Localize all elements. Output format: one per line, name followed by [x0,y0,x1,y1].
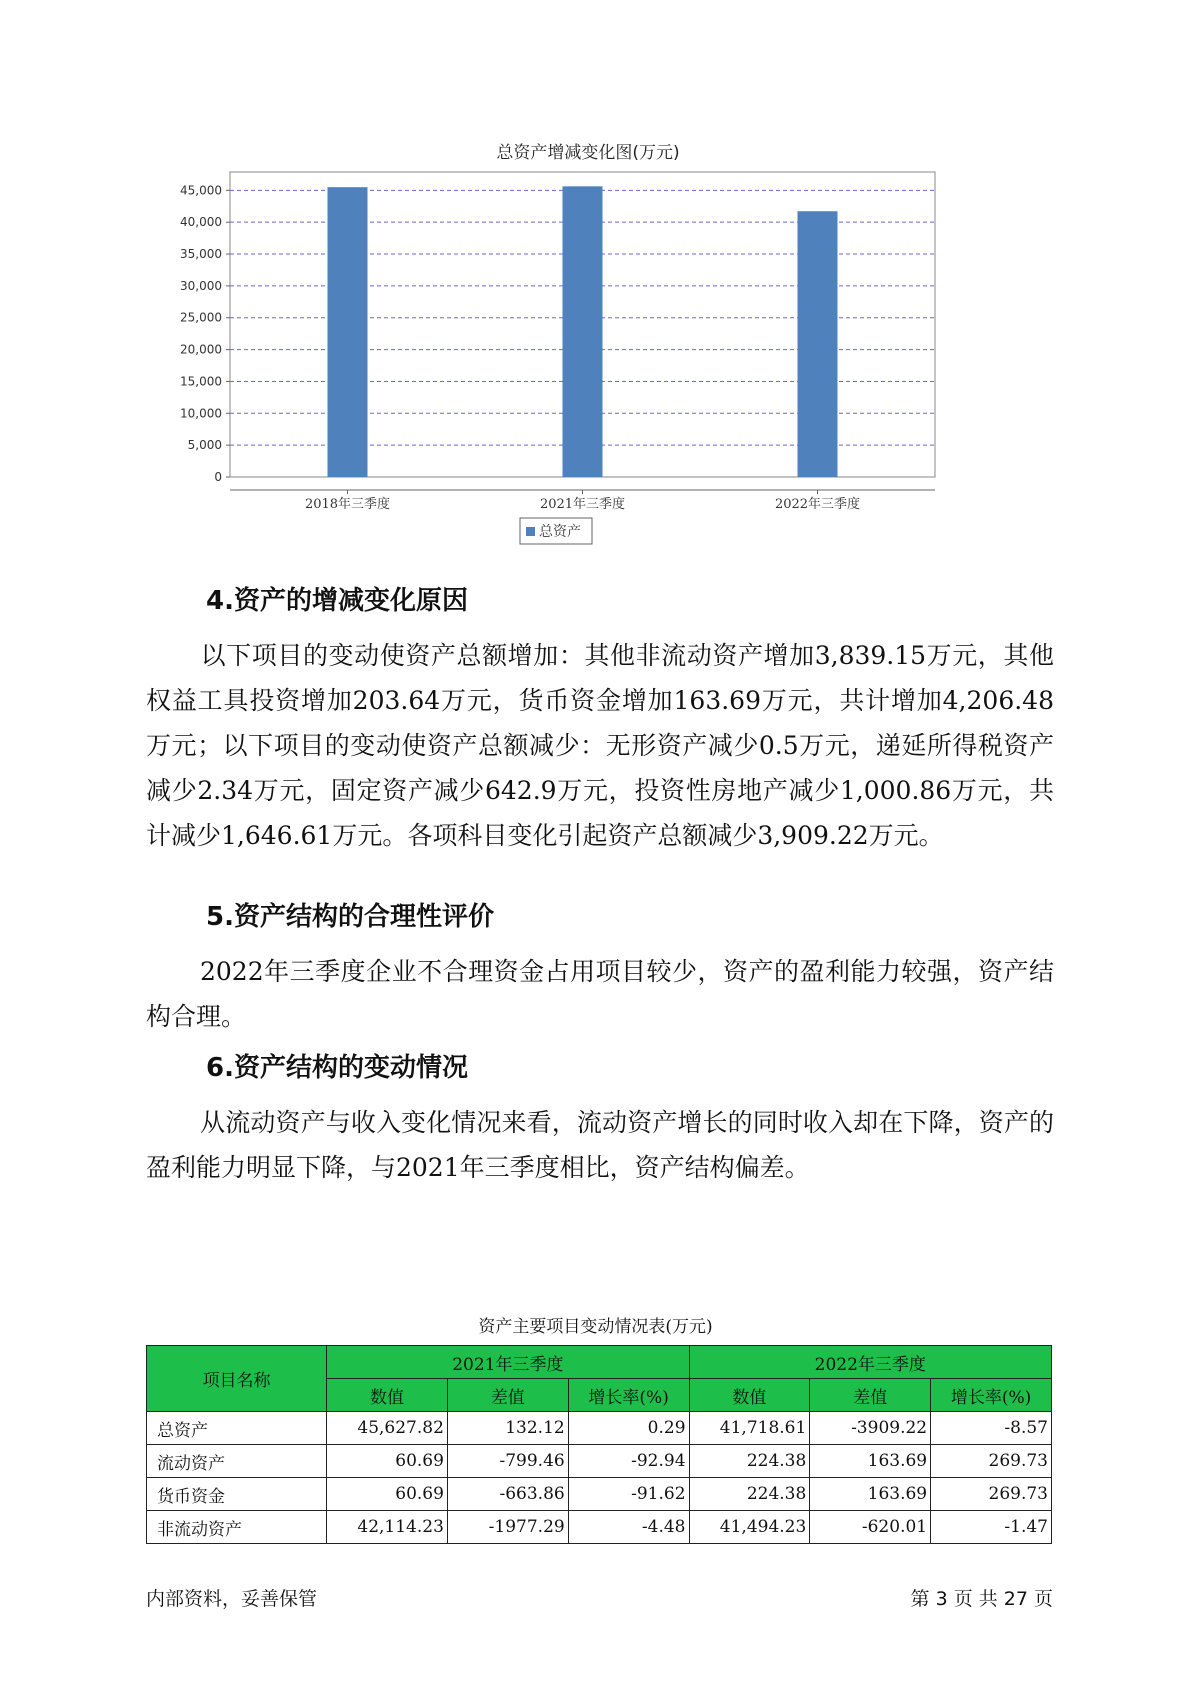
table-row [147,1412,1052,1445]
table-cell: -1.47 [931,1511,1052,1544]
bar-2018年三季度 [328,187,368,477]
asset-change-table [146,1345,1052,1544]
y-tick-label: 10,000 [180,406,222,421]
table-cell: 41,494.23 [689,1511,810,1544]
table-cell: 163.69 [810,1478,931,1511]
chart-title: 总资产增减变化图(万元) [496,143,680,163]
table-cell: -4.48 [568,1511,689,1544]
y-tick-label: 35,000 [180,247,222,262]
x-tick-label: 2018年三季度 [304,497,391,512]
table-cell: 269.73 [931,1478,1052,1511]
table-cell: -3909.22 [810,1412,931,1445]
chart-legend [520,518,592,544]
table-cell: -92.94 [568,1445,689,1478]
table-cell: -91.62 [568,1478,689,1511]
table-cell: 132.12 [447,1412,568,1445]
row-name: 总资产 [147,1412,327,1445]
table-cell: 0.29 [568,1412,689,1445]
section-heading-5: 5.资产结构的合理性评价 [206,902,494,932]
table-cell: 42,114.23 [327,1511,448,1544]
table-cell: 45,627.82 [327,1412,448,1445]
table-cell: 163.69 [810,1445,931,1478]
y-tick-label: 40,000 [180,215,222,230]
sub-header-diff: 差值 [447,1379,568,1412]
sub-header-value: 数值 [689,1379,810,1412]
section-6-paragraph: 从流动资产与收入变化情况来看，流动资产增长的同时收入却在下降，资产的盈利能力明显下降，与2021年三季度相比，资产结构偏差。 [146,1108,1054,1182]
section-4-paragraph: 以下项目的变动使资产总额增加：其他非流动资产增加3,839.15万元，其他权益工具投资增加203.64万元，货币资金增加163.69万元，共计增加4,206.48万元；以下项目的变动使资产总额减少：无形资产减少0.5万元，递延所得税资产减少2.34万元，固定资产减少642.9万元，投资性房地产减少1,000.86万元，共计减少1,646.61万元。各项科目变化引起资产总额减少3,909.22万元。 [146,641,1054,850]
legend-label: 总资产 [539,524,581,540]
total-assets-bar-chart [150,140,1040,550]
table-cell: -8.57 [931,1412,1052,1445]
table-cell: 60.69 [327,1445,448,1478]
period-header-2021: 2021年三季度 [327,1346,689,1379]
sub-header-diff: 差值 [810,1379,931,1412]
item-name-header: 项目名称 [147,1346,327,1412]
y-tick-label: 5,000 [187,438,222,453]
table-cell: -620.01 [810,1511,931,1544]
y-tick-label: 45,000 [180,183,222,198]
table-cell: -799.46 [447,1445,568,1478]
row-name: 流动资产 [147,1445,327,1478]
sub-header-growth: 增长率(%) [931,1379,1052,1412]
row-name: 非流动资产 [147,1511,327,1544]
y-tick-label: 20,000 [180,342,222,357]
y-tick-label: 0 [214,470,222,484]
table-row [147,1511,1052,1544]
x-tick-label: 2021年三季度 [539,497,626,512]
table-row [147,1445,1052,1478]
footer-page-number: 第 3 页 共 27 页 [910,1588,1053,1610]
sub-header-value: 数值 [327,1379,448,1412]
legend-swatch [526,527,535,536]
period-header-2022: 2022年三季度 [689,1346,1051,1379]
table-cell: 269.73 [931,1445,1052,1478]
row-name: 货币资金 [147,1478,327,1511]
section-heading-6: 6.资产结构的变动情况 [206,1053,468,1083]
section-heading-4: 4.资产的增减变化原因 [206,586,468,616]
y-tick-label: 30,000 [180,278,222,293]
chart-plot-area [180,172,935,512]
table-cell: -663.86 [447,1478,568,1511]
bar-2022年三季度 [798,211,838,477]
sub-header-growth: 增长率(%) [568,1379,689,1412]
table-cell: 41,718.61 [689,1412,810,1445]
table-cell: 224.38 [689,1445,810,1478]
table-cell: -1977.29 [447,1511,568,1544]
x-tick-label: 2022年三季度 [774,497,861,512]
y-tick-label: 25,000 [180,310,222,325]
y-tick-label: 15,000 [180,374,222,389]
table-cell: 224.38 [689,1478,810,1511]
table-caption: 资产主要项目变动情况表(万元) [478,1317,713,1337]
section-5-paragraph: 2022年三季度企业不合理资金占用项目较少，资产的盈利能力较强，资产结构合理。 [146,957,1054,1031]
table-cell: 60.69 [327,1478,448,1511]
footer-confidential-note: 内部资料，妥善保管 [146,1588,318,1610]
table-row [147,1478,1052,1511]
bar-2021年三季度 [563,186,603,477]
